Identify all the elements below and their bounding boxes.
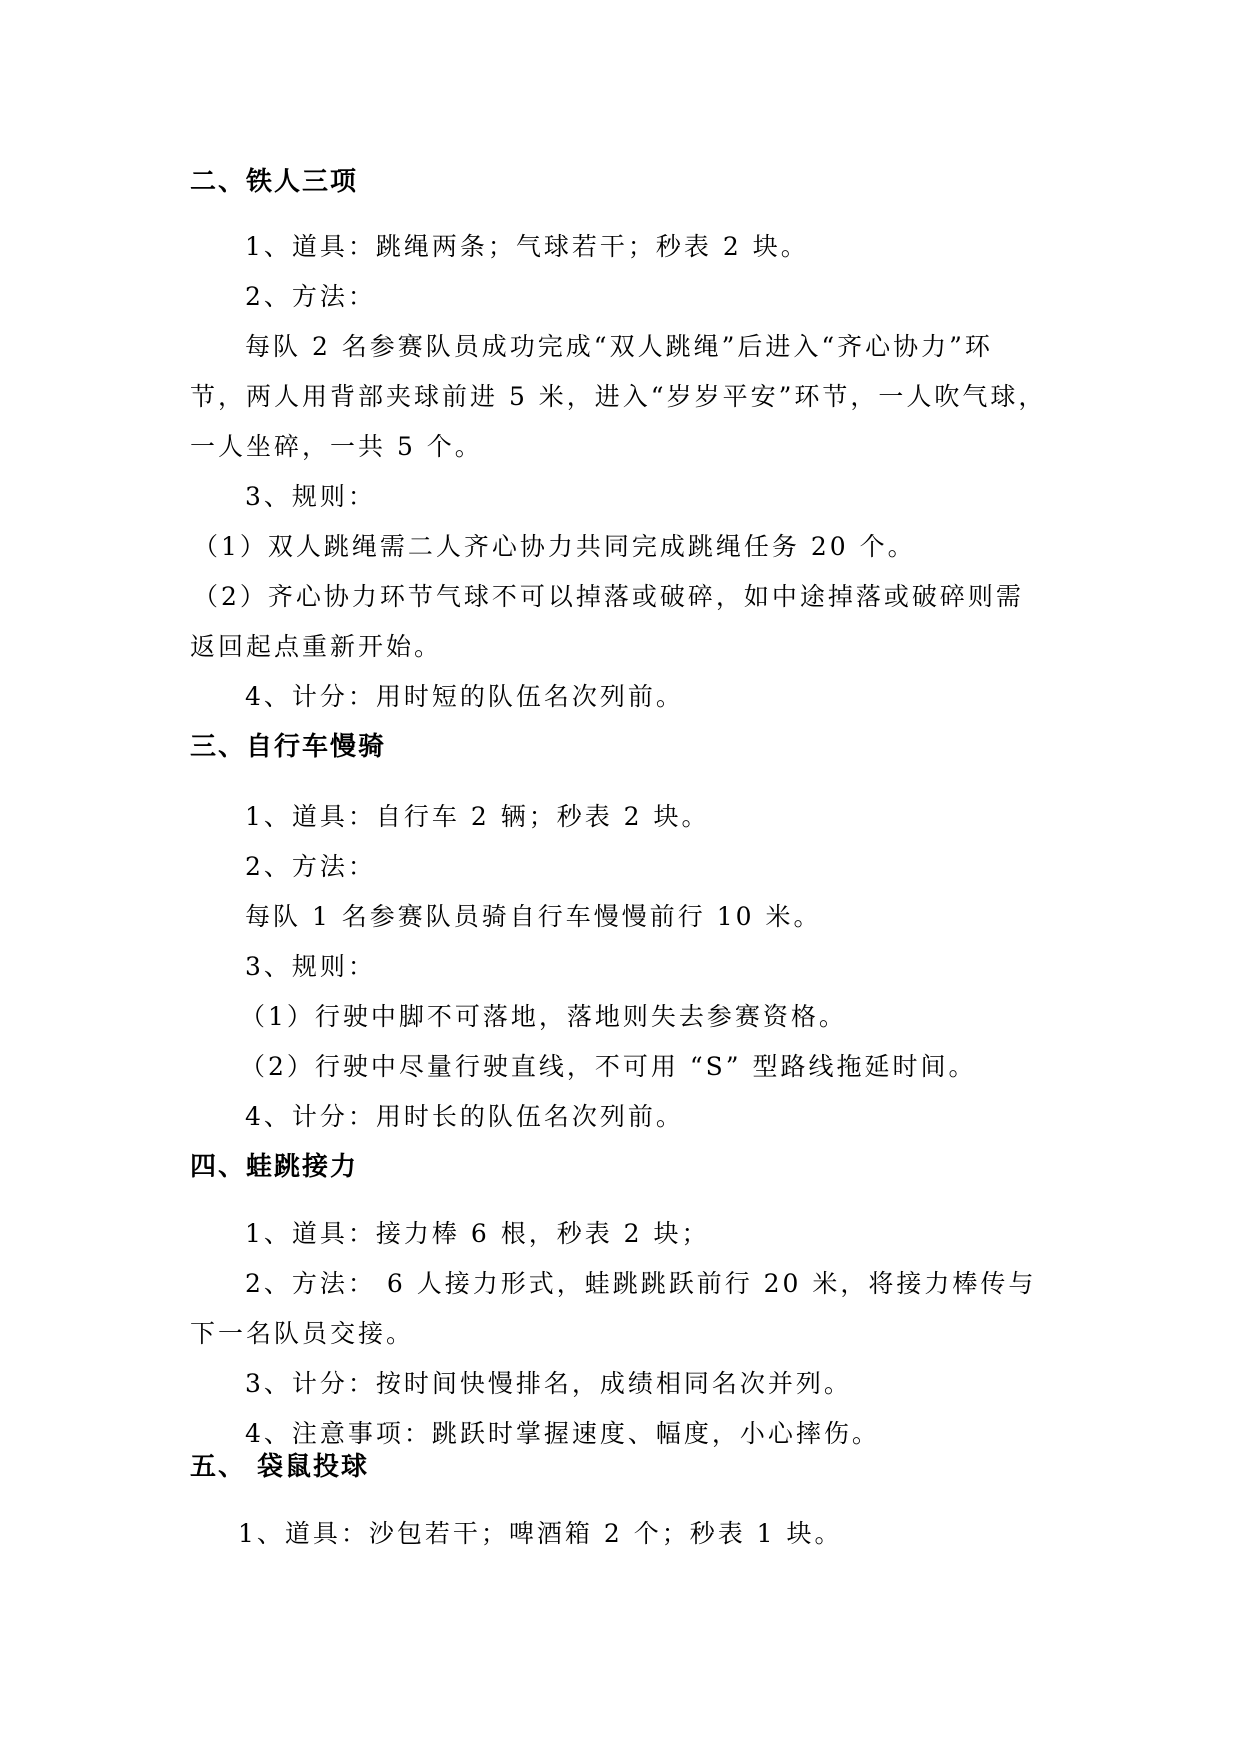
paragraph-line: 3、规则： (245, 482, 376, 511)
paragraph-line: 4、计分：用时短的队伍名次列前。 (245, 682, 684, 711)
paragraph-line: 下一名队员交接。 (190, 1319, 415, 1348)
section-heading: 四、蛙跳接力 (190, 1152, 359, 1182)
paragraph-line: 节，两人用背部夹球前进 5 米，进入“岁岁平安”环节，一人吹气球， (190, 382, 1047, 411)
paragraph-line: 4、注意事项：跳跃时掌握速度、幅度，小心摔伤。 (245, 1419, 880, 1448)
paragraph-line: 返回起点重新开始。 (190, 632, 443, 661)
section-heading: 五、 袋鼠投球 (190, 1452, 370, 1482)
paragraph-line: 3、规则： (245, 952, 376, 981)
paragraph-line: 1、道具：自行车 2 辆；秒表 2 块。 (245, 802, 710, 831)
paragraph-line: （1）行驶中脚不可落地，落地则失去参赛资格。 (240, 1002, 847, 1031)
paragraph-line: 1、道具：跳绳两条；气球若干；秒表 2 块。 (245, 232, 809, 261)
paragraph-line: 2、方法： 6 人接力形式，蛙跳跳跃前行 20 米，将接力棒传与 (245, 1269, 1037, 1298)
paragraph-line: 4、计分：用时长的队伍名次列前。 (245, 1102, 684, 1131)
paragraph-line: （2）行驶中尽量行驶直线，不可用 “S” 型路线拖延时间。 (240, 1052, 977, 1081)
paragraph-line: 2、方法： (245, 282, 376, 311)
paragraph-line: 3、计分：按时间快慢排名，成绩相同名次并列。 (245, 1369, 852, 1398)
paragraph-line: （2）齐心协力环节气球不可以掉落或破碎，如中途掉落或破碎则需 (193, 582, 1024, 611)
paragraph-line: 每队 1 名参赛队员骑自行车慢慢前行 10 米。 (245, 902, 822, 931)
paragraph-line: 每队 2 名参赛队员成功完成“双人跳绳”后进入“齐心协力”环 (245, 332, 993, 361)
paragraph-line: 2、方法： (245, 852, 376, 881)
paragraph-line: 1、道具：接力棒 6 根，秒表 2 块； (245, 1219, 710, 1248)
section-heading: 二、铁人三项 (190, 167, 359, 197)
section-heading: 三、自行车慢骑 (190, 732, 387, 762)
paragraph-line: （1）双人跳绳需二人齐心协力共同完成跳绳任务 20 个。 (193, 532, 916, 561)
paragraph-line: 1、道具：沙包若干；啤酒箱 2 个；秒表 1 块。 (238, 1519, 843, 1548)
paragraph-line: 一人坐碎，一共 5 个。 (190, 432, 483, 461)
